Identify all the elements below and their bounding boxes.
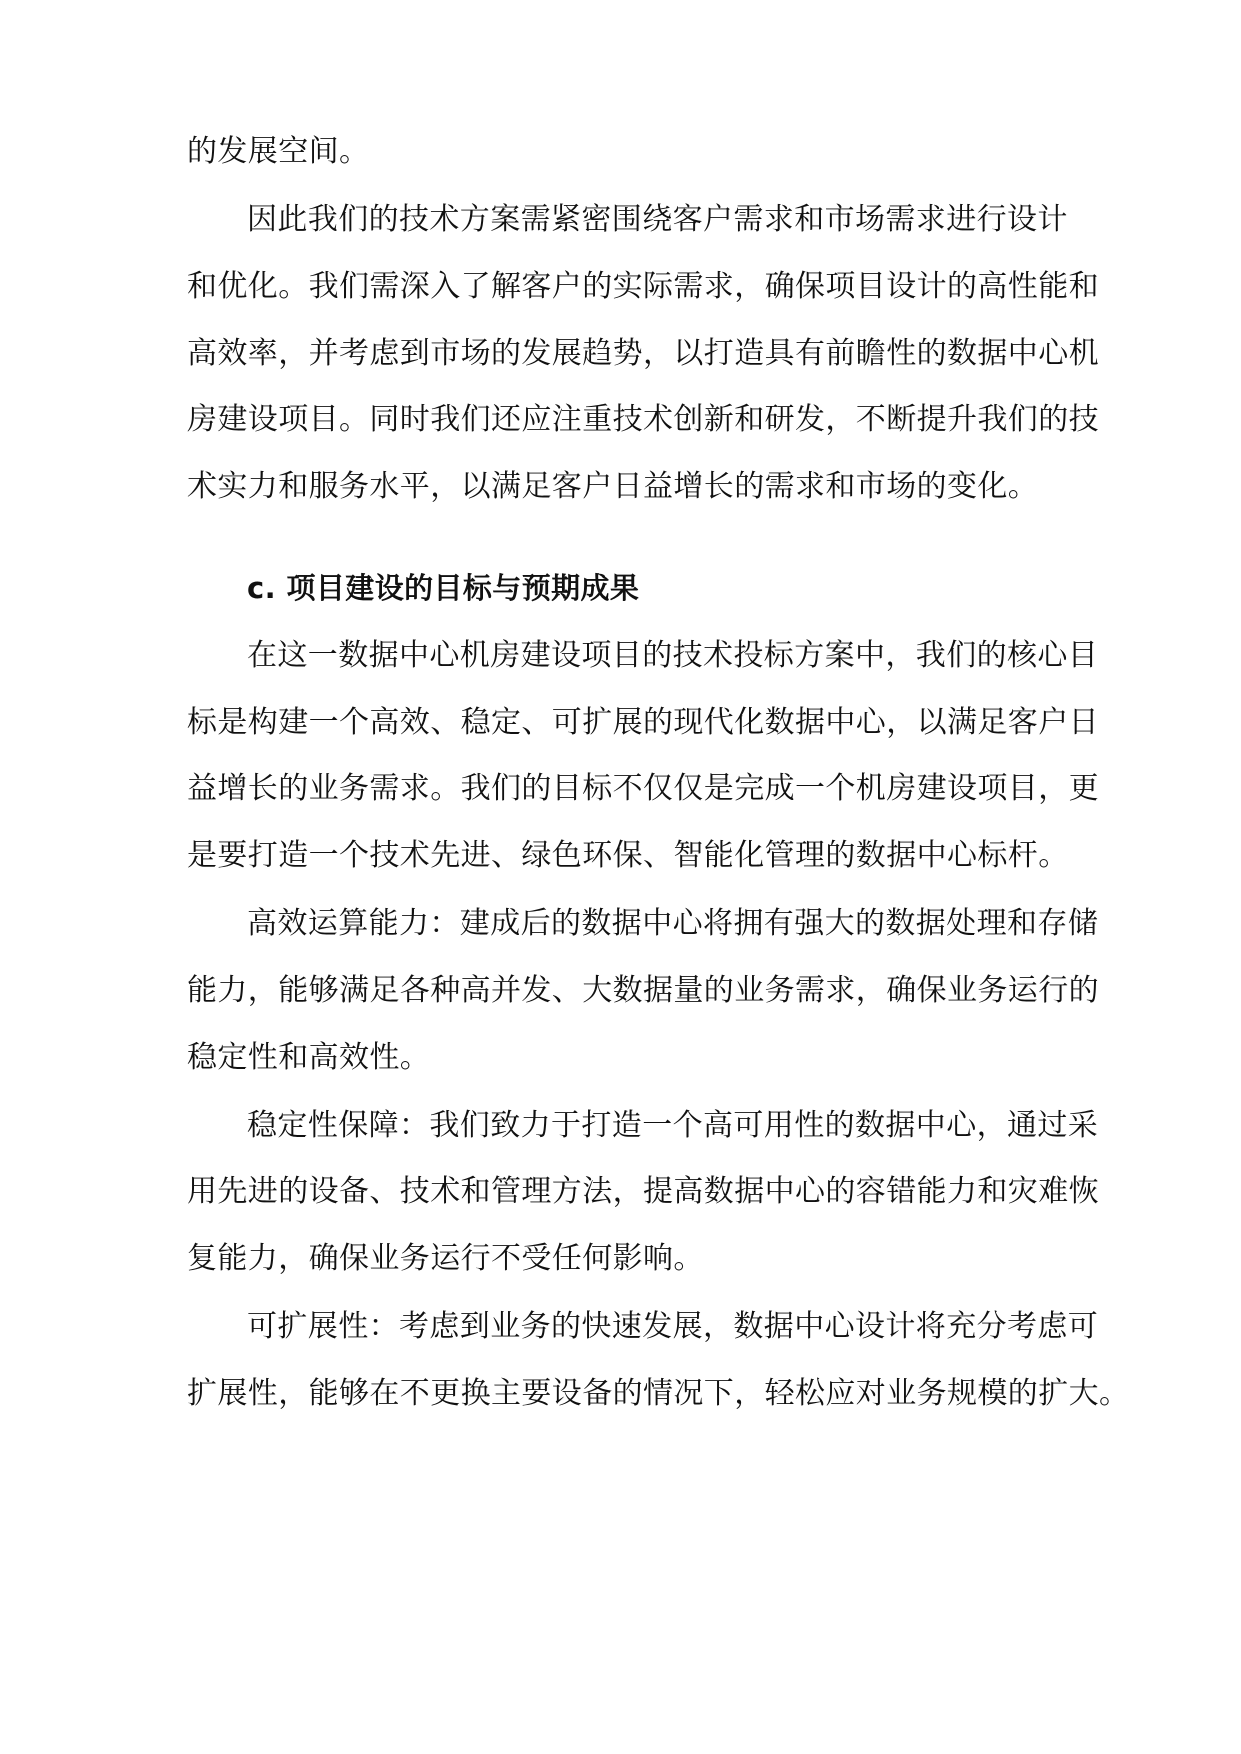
text-line: 和优化。我们需深入了解客户的实际需求，确保项目设计的高性能和 <box>187 269 1099 304</box>
text-line: 房建设项目。同时我们还应注重技术创新和研发，不断提升我们的技 <box>187 402 1099 437</box>
text-line: 在这一数据中心机房建设项目的技术投标方案中，我们的核心目 <box>247 638 1099 673</box>
text-line: 高效率，并考虑到市场的发展趋势，以打造具有前瞻性的数据中心机 <box>187 336 1099 371</box>
text-line: 的发展空间。 <box>187 134 370 169</box>
text-line: 稳定性保障：我们致力于打造一个高可用性的数据中心，通过采 <box>247 1108 1099 1143</box>
text-line: 术实力和服务水平，以满足客户日益增长的需求和市场的变化。 <box>187 469 1039 504</box>
text-line: 因此我们的技术方案需紧密围绕客户需求和市场需求进行设计 <box>247 202 1068 237</box>
text-line: 是要打造一个技术先进、绿色环保、智能化管理的数据中心标杆。 <box>187 838 1069 873</box>
text-line: 复能力，确保业务运行不受任何影响。 <box>187 1241 704 1276</box>
text-line: 扩展性，能够在不更换主要设备的情况下，轻松应对业务规模的扩大。 <box>187 1376 1130 1411</box>
text-line: 用先进的设备、技术和管理方法，提高数据中心的容错能力和灾难恢 <box>187 1174 1099 1209</box>
text-line: 可扩展性：考虑到业务的快速发展，数据中心设计将充分考虑可 <box>247 1309 1099 1344</box>
text-line: 益增长的业务需求。我们的目标不仅仅是完成一个机房建设项目，更 <box>187 771 1099 806</box>
section-heading: c. 项目建设的目标与预期成果 <box>247 571 640 605</box>
text-line: 高效运算能力：建成后的数据中心将拥有强大的数据处理和存储 <box>247 906 1099 941</box>
text-line: 稳定性和高效性。 <box>187 1040 431 1075</box>
text-line: 能力，能够满足各种高并发、大数据量的业务需求，确保业务运行的 <box>187 973 1099 1008</box>
text-line: 标是构建一个高效、稳定、可扩展的现代化数据中心，以满足客户日 <box>187 705 1099 740</box>
